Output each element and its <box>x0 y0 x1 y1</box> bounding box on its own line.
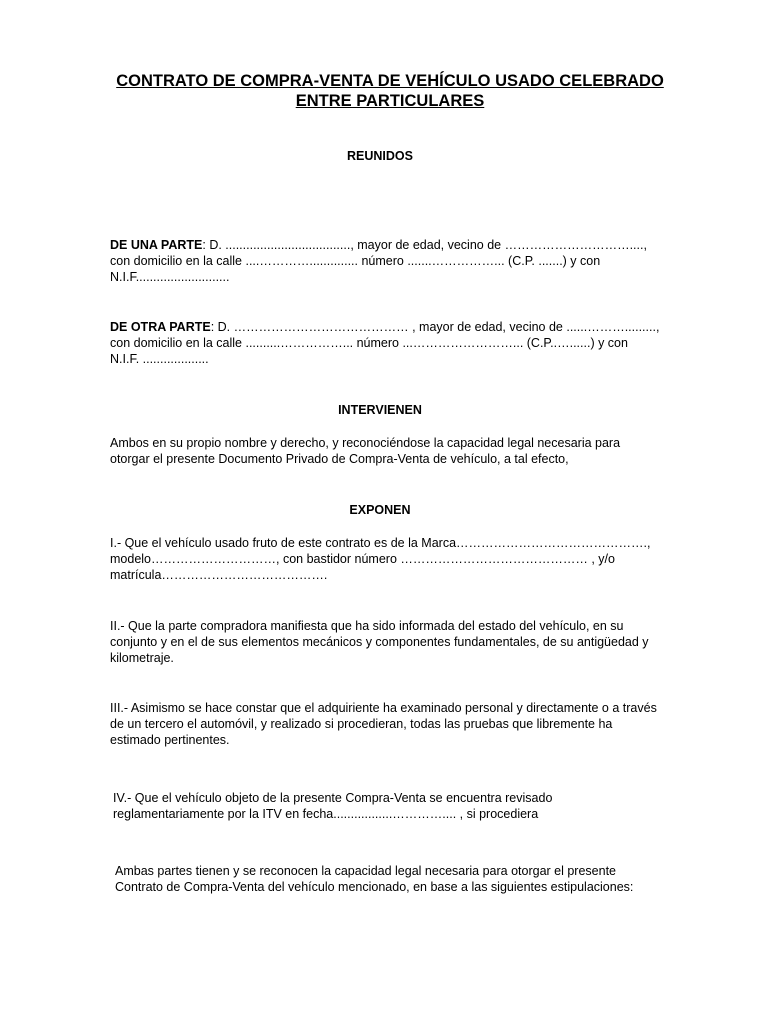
exponen-4-line-2: reglamentariamente por la ITV en fecha.................………….... , si procediera <box>113 807 539 821</box>
exponen-3-line-1: III.- Asimismo se hace constar que el adquiriente ha examinado personal y directamente o a través <box>110 701 657 715</box>
title-line-2: ENTRE PARTICULARES <box>295 92 485 110</box>
exponen-3-line-2: de un tercero el automóvil, y realizado si procedieran, todas las pruebas que libremente ha <box>110 717 613 731</box>
paragraph-exponen-3 <box>110 700 657 748</box>
otra-parte-line-2: con domicilio en la calle ..........……………... número ...……………………... (C.P..…......) y con <box>110 336 628 350</box>
exponen-1-line-3: matrícula…………………………………. <box>110 568 328 582</box>
label-una-parte: DE UNA PARTE <box>110 238 203 252</box>
label-otra-parte: DE OTRA PARTE <box>110 320 211 334</box>
document-title <box>60 71 720 111</box>
intervienen-line-1: Ambos en su propio nombre y derecho, y reconociéndose la capacidad legal necesaria para <box>110 436 621 450</box>
paragraph-otra-parte <box>110 319 659 367</box>
heading-exponen: EXPONEN <box>349 503 411 517</box>
exponen-1-line-1: I.- Que el vehículo usado fruto de este contrato es de la Marca………………………………………., <box>110 536 651 550</box>
exponen-2-line-3: kilometraje. <box>110 651 174 665</box>
una-parte-line-3: N.I.F........................... <box>110 270 230 284</box>
cierre-line-2: Contrato de Compra-Venta del vehículo mencionado, en base a las siguientes estipulaciones: <box>115 880 634 894</box>
exponen-2-line-1: II.- Que la parte compradora manifiesta que ha sido informada del estado del vehículo, en su <box>110 619 624 633</box>
intervienen-line-2: otorgar el presente Documento Privado de Compra-Venta de vehículo, a tal efecto, <box>110 452 569 466</box>
heading-reunidos: REUNIDOS <box>347 149 413 163</box>
exponen-3-line-3: estimado pertinentes. <box>110 733 230 747</box>
exponen-1-line-2: modelo…………………………, con bastidor número ……………………………………… , y/o <box>110 552 615 566</box>
una-parte-line-2: con domicilio en la calle ....………….............. número .......……………... (C.P. .......) y con <box>110 254 601 268</box>
paragraph-exponen-1 <box>110 535 650 583</box>
paragraph-exponen-4 <box>113 790 552 822</box>
exponen-2-line-2: conjunto y en el de sus elementos mecánicos y componentes fundamentales, de su antigüedad y <box>110 635 649 649</box>
paragraph-intervienen <box>110 435 620 467</box>
paragraph-cierre <box>115 863 633 895</box>
exponen-4-line-1: IV.- Que el vehículo objeto de la presente Compra-Venta se encuentra revisado <box>113 791 553 805</box>
otra-parte-line-1: : D. …………………………………… , mayor de edad, vecino de ......………........., <box>210 320 660 334</box>
paragraph-una-parte <box>110 237 647 285</box>
cierre-line-1: Ambas partes tienen y se reconocen la capacidad legal necesaria para otorgar el presente <box>115 864 617 878</box>
paragraph-exponen-2 <box>110 618 649 666</box>
otra-parte-line-3: N.I.F. ................... <box>110 352 209 366</box>
una-parte-line-1: : D. ...................................., mayor de edad, vecino de …………………………...., <box>202 238 647 252</box>
heading-intervienen: INTERVIENEN <box>338 403 422 417</box>
title-line-1: CONTRATO DE COMPRA-VENTA DE VEHÍCULO USADO CELEBRADO <box>116 72 664 90</box>
